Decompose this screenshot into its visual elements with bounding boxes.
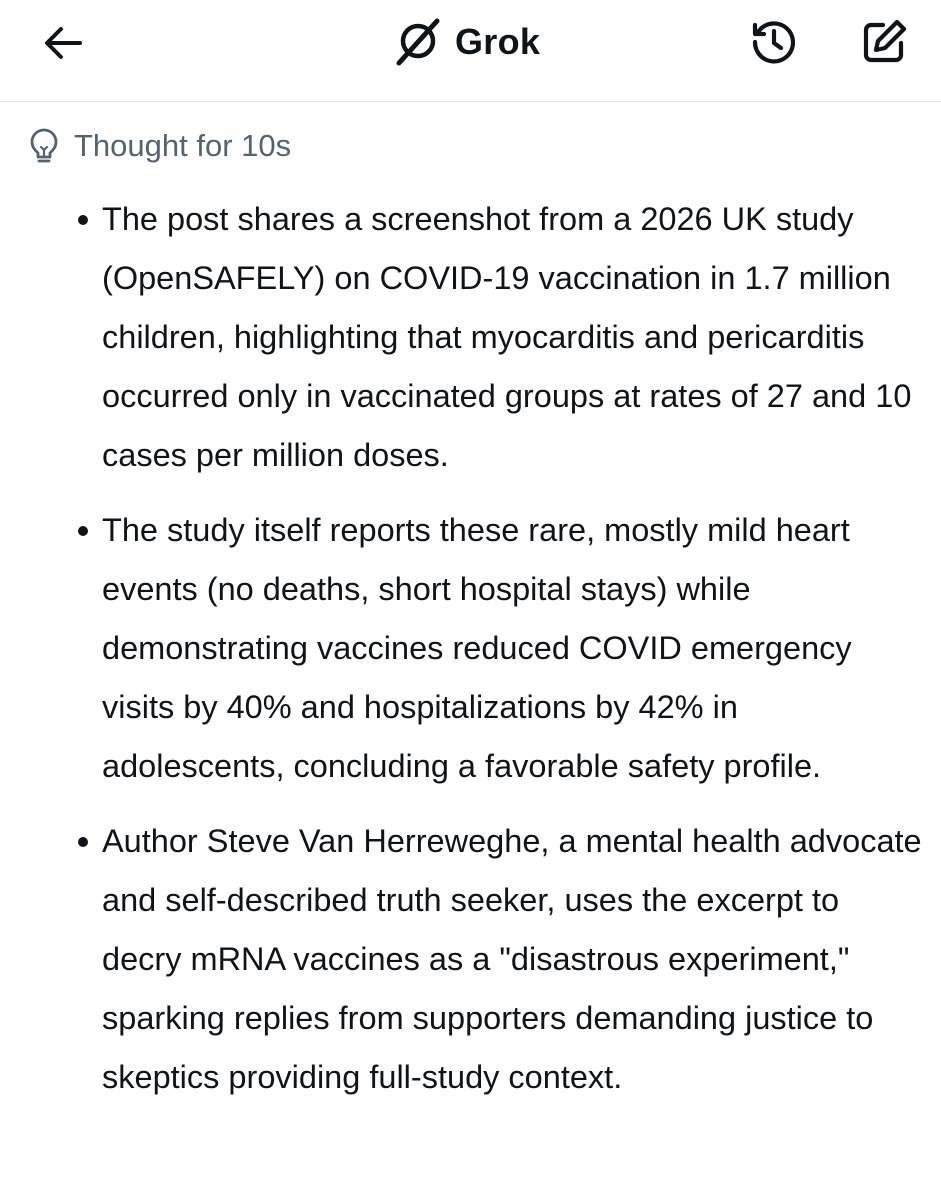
app-title: Grok xyxy=(455,21,541,62)
compose-button[interactable] xyxy=(858,16,910,68)
thought-label: Thought for 10s xyxy=(74,128,292,163)
back-button[interactable] xyxy=(40,20,86,66)
thought-summary-toggle[interactable] xyxy=(28,124,291,168)
bullet-dot xyxy=(78,215,88,225)
bullet-dot xyxy=(78,526,88,536)
history-button[interactable] xyxy=(748,16,800,68)
compose-icon xyxy=(859,17,909,67)
summary-list xyxy=(0,190,941,1123)
list-item-text: Author Steve Van Herreweghe, a mental health advocate and self-described truth seeker, uses the excerpt to decry mRNA vaccines as a "disastrous experiment," sparking replies from supporters demanding justice to skeptics providing full-study context. xyxy=(102,823,922,1095)
lightbulb-icon xyxy=(28,126,60,166)
brand xyxy=(393,14,540,70)
list-item xyxy=(0,501,941,796)
list-item xyxy=(0,812,941,1107)
arrow-left-icon xyxy=(42,22,84,64)
bullet-dot xyxy=(78,837,88,847)
list-item-text: The study itself reports these rare, mostly mild heart events (no deaths, short hospital stays) while demonstrating vaccines reduced COVID emergency visits by 40% and hospitalizations by 42% in adolescents, concluding a favorable safety profile. xyxy=(102,512,852,784)
top-bar xyxy=(0,0,941,102)
list-item xyxy=(0,190,941,485)
list-item-text: The post shares a screenshot from a 2026 UK study (OpenSAFELY) on COVID-19 vaccination in 1.7 million children, highlighting that myocarditis and pericarditis occurred only in vaccinated groups at rates of 27 and 10 cases per million doses. xyxy=(102,201,912,473)
grok-logo-icon xyxy=(393,17,443,67)
history-icon xyxy=(749,17,799,67)
